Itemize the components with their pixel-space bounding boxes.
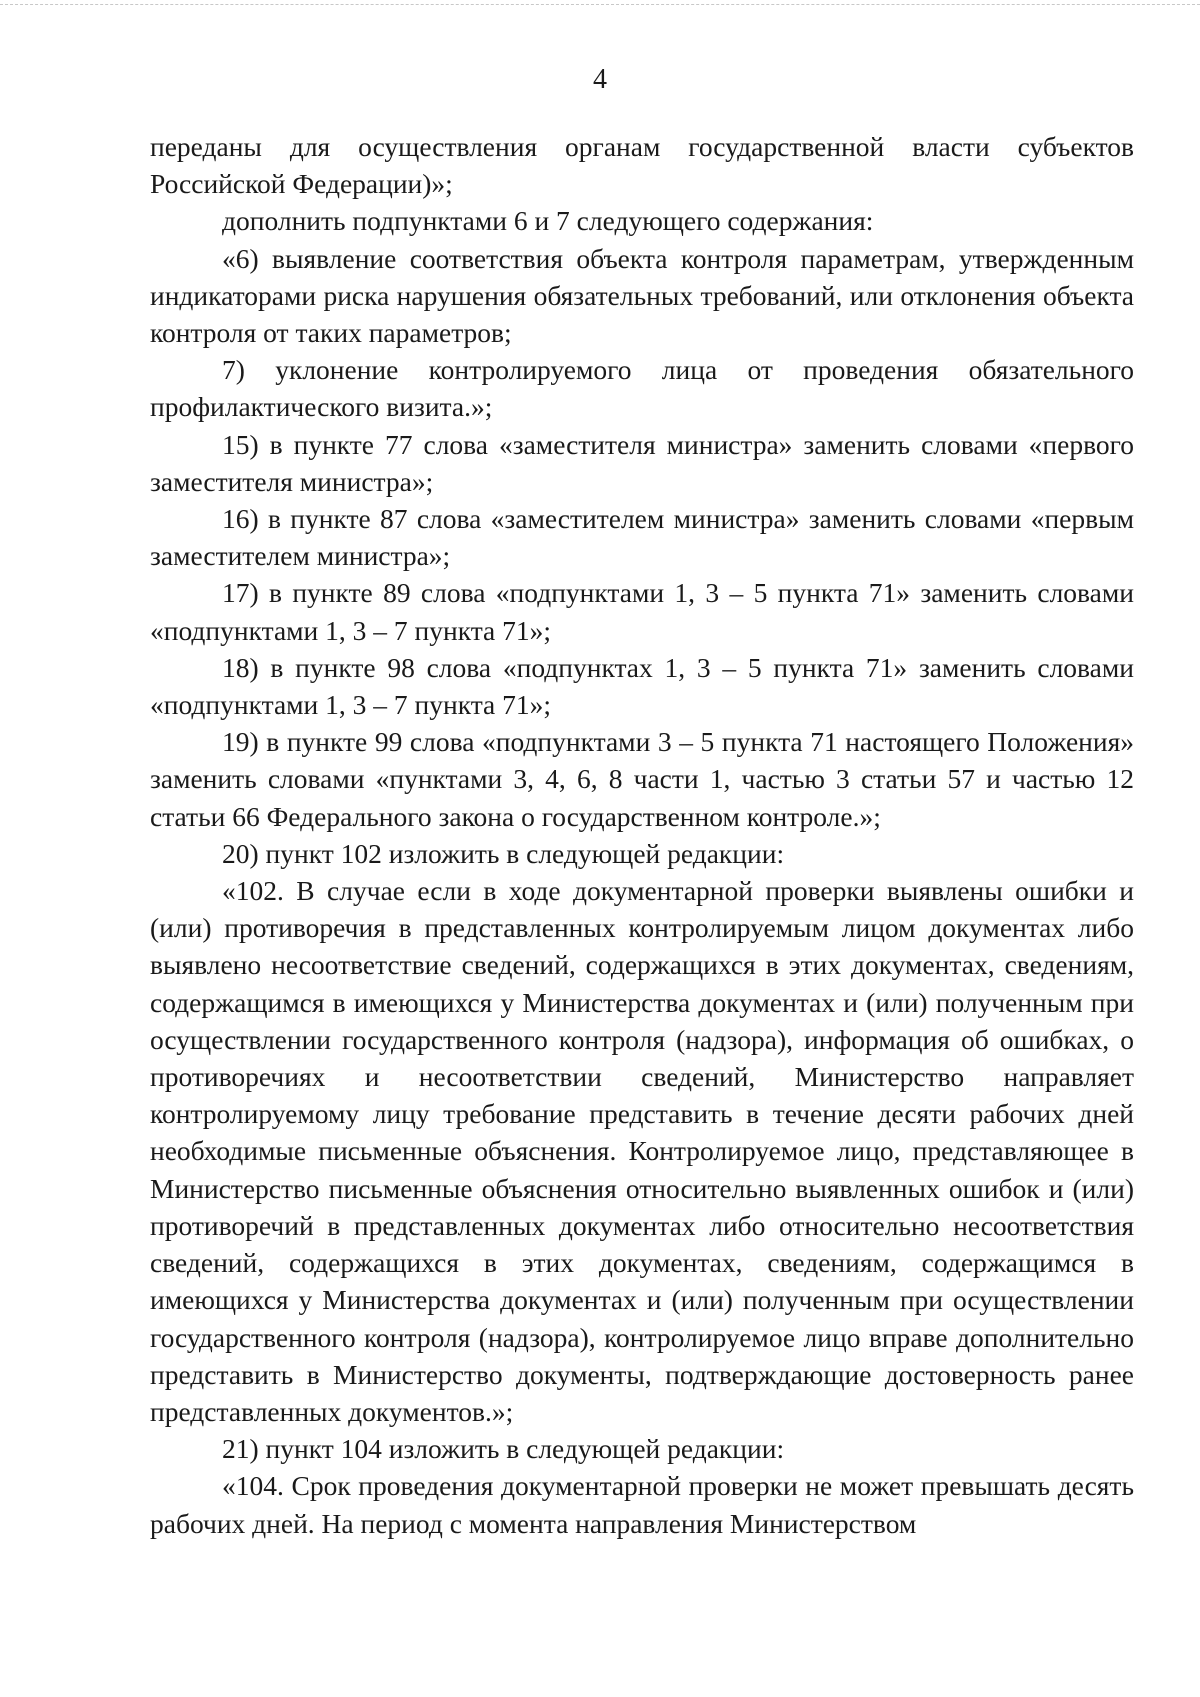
page-number: 4 bbox=[593, 64, 607, 95]
paragraph: 20) пункт 102 изложить в следующей редакции: bbox=[222, 837, 785, 869]
paragraph: «104. Срок проведения документарной проверки не может превышать десять рабочих дней. На период с момента направления Министерством bbox=[150, 1470, 1134, 1539]
paragraph: 16) в пункте 87 слова «заместителем министра» заменить словами «первым заместителем министра»; bbox=[150, 503, 1134, 572]
paragraph: 17) в пункте 89 слова «подпунктами 1, 3 – 5 пункта 71» заменить словами «подпунктами 1, 3 – 7 пункта 71»; bbox=[150, 577, 1134, 646]
paragraph: 7) уклонение контролируемого лица от проведения обязательного профилактического визита.»; bbox=[150, 354, 1134, 423]
paragraph: «102. В случае если в ходе документарной проверки выявлены ошибки и (или) противоречия в представленных контролируемым лицом документах либо выявлено несоответствие сведений, содержащихся в этих документах, сведениям, содержащимся в имеющихся у Министерства документах и (или) полученным при осуществлении государственного контроля (надзора), информация об ошибках, о противоречиях и несоответствии сведений, Министерство направляет контролируемому лицу требование представить в течение десяти рабочих дней необходимые письменные объяснения. Контролируемое лицо, представляющее в Министерство письменные объяснения относительно выявленных ошибок и (или) противоречий в представленных документах либо относительно несоответствия сведений, содержащихся в этих документах, сведениям, содержащимся в имеющихся у Министерства документах и (или) полученным при осуществлении государственного контроля (надзора), контролируемое лицо вправе дополнительно представить в Министерство документы, подтверждающие достоверность ранее представленных документов.»; bbox=[150, 875, 1134, 1427]
scan-edge bbox=[0, 4, 1200, 5]
document-body bbox=[150, 128, 1134, 1542]
paragraph: 21) пункт 104 изложить в следующей редакции: bbox=[222, 1433, 785, 1465]
paragraph: дополнить подпунктами 6 и 7 следующего содержания: bbox=[222, 205, 874, 237]
paragraph: 18) в пункте 98 слова «подпунктах 1, 3 – 5 пункта 71» заменить словами «подпунктами 1, 3 – 7 пункта 71»; bbox=[150, 651, 1134, 721]
paragraph: переданы для осуществления органам государственной власти субъектов Российской Федерации)»; bbox=[150, 131, 1134, 200]
paragraph: 15) в пункте 77 слова «заместителя министра» заменить словами «первого заместителя министра»; bbox=[150, 428, 1134, 497]
paragraph: «6) выявление соответствия объекта контроля параметрам, утвержденным индикаторами риска нарушения обязательных требований, или отклонения объекта контроля от таких параметров; bbox=[150, 242, 1134, 349]
paragraph: 19) в пункте 99 слова «подпунктами 3 – 5 пункта 71 настоящего Положения» заменить словами «пунктами 3, 4, 6, 8 части 1, частью 3 статьи 57 и частью 12 статьи 66 Федерального закона о государственном контроле.»; bbox=[150, 726, 1134, 832]
